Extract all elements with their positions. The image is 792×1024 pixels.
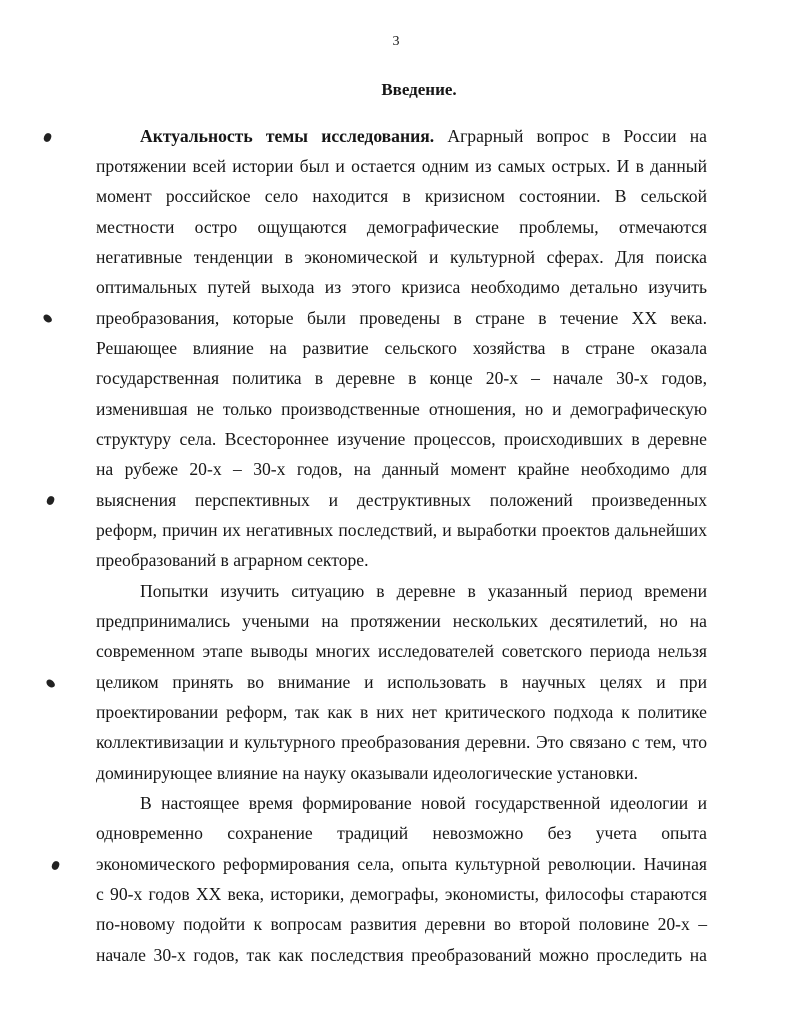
text-line: преобразований в аграрном секторе. <box>96 550 369 570</box>
page-number: 3 <box>392 34 400 49</box>
text-line: изменившая не только производственные отношения, но и демографическую <box>96 399 707 419</box>
text-line: протяжении всей истории был и остается одним из самых острых. И в данный <box>96 156 707 176</box>
text-line: Решающее влияние на развитие сельского хозяйства в стране оказала <box>96 338 707 358</box>
text-line: доминирующее влияние на науку оказывали идеологические установки. <box>96 763 639 783</box>
text-line: реформ, причин их негативных последствий, и выработки проектов дальнейших <box>96 520 707 540</box>
text-line: целиком принять во внимание и использовать в научных целях и при <box>96 672 707 692</box>
text-line: момент российское село находится в кризисном состоянии. В сельской <box>96 186 707 206</box>
margin-mark-3 <box>46 495 56 506</box>
text-line: структуру села. Всестороннее изучение процессов, происходивших в деревне <box>96 429 707 449</box>
text-line: Попытки изучить ситуацию в деревне в указанный период времени <box>140 581 707 601</box>
text-line: на рубеже 20-х – 30-х годов, на данный момент крайне необходимо для <box>96 459 707 479</box>
text-line: коллективизации и культурного преобразования деревни. Это связано с тем, что <box>96 732 707 752</box>
text-line: экономического реформирования села, опыта культурной революции. Начиная <box>96 854 707 874</box>
text-line: преобразования, которые были проведены в стране в течение XX века. <box>96 308 707 328</box>
text-line: Актуальность темы исследования. Аграрный вопрос в России на <box>140 126 707 146</box>
text-line: начале 30-х годов, так как последствия преобразований можно проследить на <box>96 945 707 965</box>
text-line: предпринимались учеными на протяжении нескольких десятилетий, но на <box>96 611 707 631</box>
text-line: оптимальных путей выхода из этого кризиса необходимо детально изучить <box>96 277 707 297</box>
margin-mark-1 <box>43 132 53 143</box>
text-line: проектировании реформ, так как в них нет критического подхода к политике <box>96 702 707 722</box>
para1-lead: Актуальность темы исследования. <box>140 126 435 146</box>
text-line: негативные тенденции в экономической и культурной сферах. Для поиска <box>96 247 707 267</box>
text-line: местности остро ощущаются демографические проблемы, отмечаются <box>96 217 707 237</box>
text-line: современном этапе выводы многих исследователей советского периода нельзя <box>96 641 707 661</box>
text-line: государственная политика в деревне в конце 20-х – начале 30-х годов, <box>96 368 707 388</box>
text-line: В настоящее время формирование новой государственной идеологии и <box>140 793 707 813</box>
margin-mark-5 <box>51 860 61 871</box>
section-title: Введение. <box>381 80 457 99</box>
margin-mark-2 <box>42 313 53 324</box>
text-line: с 90-х годов XX века, историки, демографы, экономисты, философы стараются <box>96 884 707 904</box>
text-line: по-новому подойти к вопросам развития деревни во второй половине 20-х – <box>96 914 707 934</box>
text-line: одновременно сохранение традиций невозможно без учета опыта <box>96 823 707 843</box>
text-line: выяснения перспективных и деструктивных положений произведенных <box>96 490 707 510</box>
margin-mark-4 <box>45 678 56 689</box>
